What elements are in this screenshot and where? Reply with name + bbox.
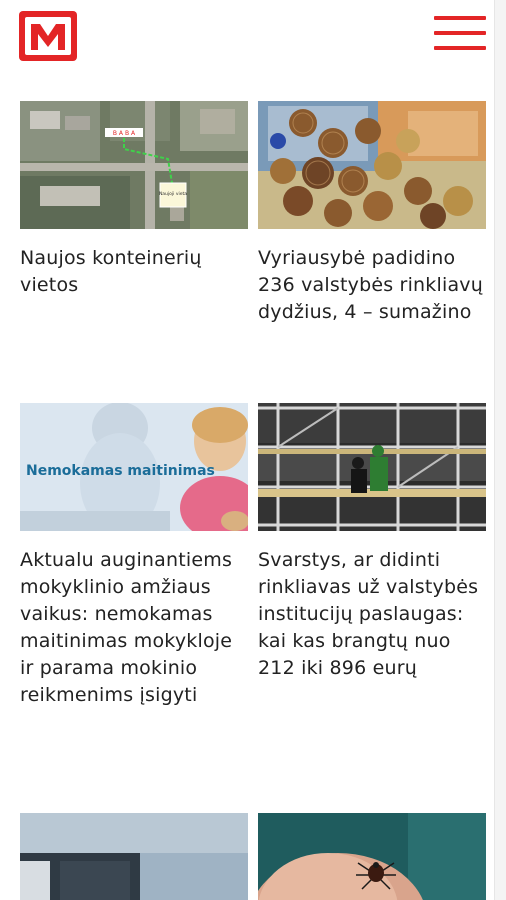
hamburger-line xyxy=(434,31,486,35)
article-title[interactable]: Svarstys, ar didinti rinkliavas už valstybės institucijų paslaugas: kai kas brangtų nuo 212 iki 896 eurų xyxy=(258,549,479,679)
article-image-coins xyxy=(258,101,486,229)
site-logo[interactable] xyxy=(18,10,78,62)
article-title[interactable]: Aktualu auginantiems mokyklinio amžiaus vaikus: nemokamas maitinimas mokykloje ir parama mokinio reikmenims įsigyti xyxy=(20,549,233,706)
article-image-map xyxy=(20,101,248,229)
article-card[interactable] xyxy=(258,101,486,326)
article-card[interactable] xyxy=(20,101,248,299)
article-card[interactable] xyxy=(258,813,486,900)
hamburger-line xyxy=(434,46,486,50)
map-label-b: Naujoji vieta xyxy=(158,192,188,197)
image-caption: Nemokamas maitinimas xyxy=(26,463,215,479)
article-card[interactable] xyxy=(20,403,248,709)
page-scrollbar[interactable] xyxy=(494,0,506,900)
map-label-a: B A B A xyxy=(112,130,136,137)
article-image-children xyxy=(20,403,248,531)
article-image-truck xyxy=(20,813,248,900)
article-card[interactable] xyxy=(20,813,248,900)
site-header xyxy=(0,0,494,80)
article-image-scaffolding xyxy=(258,403,486,531)
logo-icon xyxy=(18,10,78,62)
article-title[interactable]: Vyriausybė padidino 236 valstybės rinkliavų dydžius, 4 – sumažino xyxy=(258,247,483,323)
article-title[interactable]: Naujos konteinerių vietos xyxy=(20,247,202,296)
article-image-tick xyxy=(258,813,486,900)
article-card[interactable] xyxy=(258,403,486,682)
hamburger-line xyxy=(434,16,486,20)
menu-button[interactable] xyxy=(434,16,486,52)
